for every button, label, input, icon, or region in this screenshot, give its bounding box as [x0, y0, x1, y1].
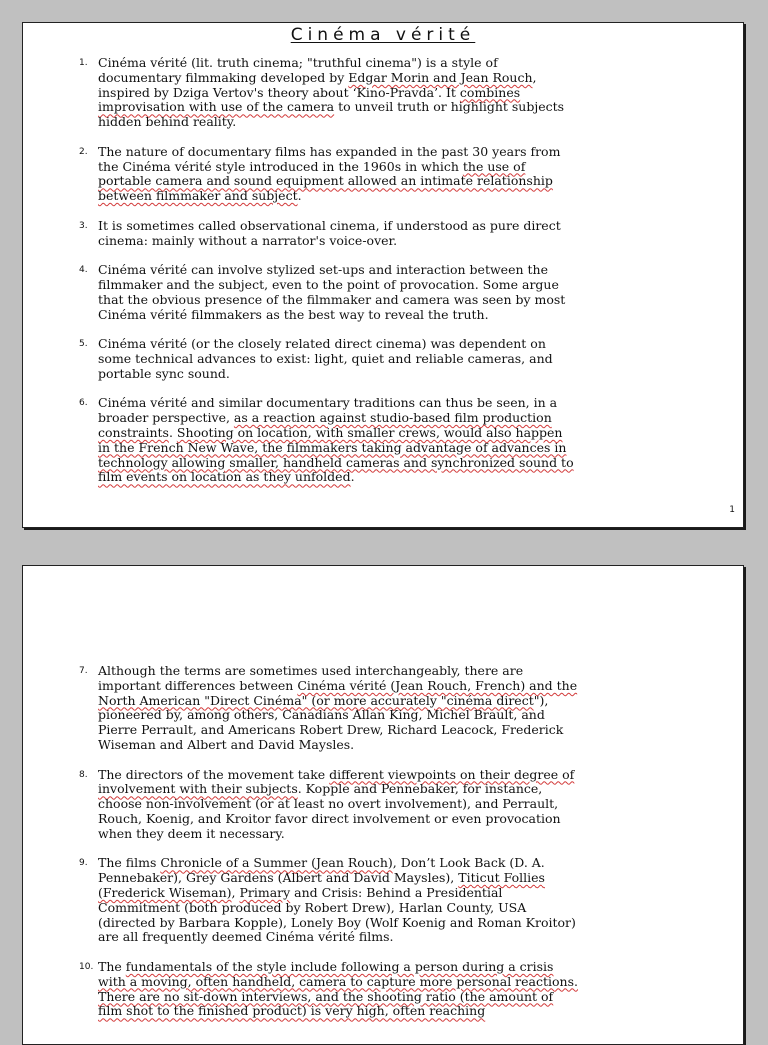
list-item-number: 3. — [79, 220, 88, 231]
list-item-number: 9. — [79, 858, 88, 869]
document-page-1 — [22, 22, 744, 528]
list-item-text: Although the terms are sometimes used interchangeably, there are important differences between — [98, 663, 524, 693]
list-item-number: 1. — [79, 58, 88, 68]
list-item-text: , Don’t Look Back (D. A. Pennebaker), Grey Gardens (Albert and David Maysles), — [98, 855, 545, 886]
spellcheck-underlined-text: Primary — [239, 884, 291, 900]
spellcheck-underlined-text: Edgar Morin and Jean Rouch — [348, 69, 533, 85]
list-item — [79, 336, 578, 381]
list-item-text: Cinéma vérité and similar documentary traditions can thus be seen, in a broader perspective, — [98, 395, 558, 426]
spellcheck-underlined-text: as a reaction against studio-based film production constraints — [98, 410, 552, 440]
list-item-number: 5. — [79, 339, 88, 350]
list-item — [79, 958, 578, 1019]
spellcheck-underlined-text: the use of portable camera and sound equipment allowed an intimate relationship between filmmaker and subject — [98, 158, 553, 204]
spellcheck-underlined-text: Cinéma vérité (Jean Rouch, French) and the North American "Direct Cinéma" (or more accurately "cinéma direct — [98, 677, 578, 708]
list-item — [79, 766, 578, 842]
document-title — [23, 25, 743, 45]
list-item-text: . — [168, 424, 177, 440]
list-item-text: and Crisis: Behind a Presidential Commitment (both produced by Robert Drew), Harlan County, USA (directed by Barbara Kopple), Lonely Boy (Wolf Koenig and Roman Kroitor) are all frequently deemed Cinéma vérité films. — [98, 884, 576, 945]
spellcheck-underlined-text: Chronicle of a Summer (Jean Rouch) — [160, 855, 393, 871]
list-item — [79, 395, 578, 485]
list-item-text: The — [98, 958, 126, 974]
list-item-text: , inspired by Dziga Vertov's theory about ‘Kino-Pravda’. It — [98, 69, 537, 100]
list-item — [79, 262, 578, 322]
page-number: 1 — [729, 505, 735, 515]
list-item-text: Cinéma vérité (or the closely related direct cinema) was dependent on some technical advances to exist: light, quiet and reliable cameras, and portable sync sound. — [98, 336, 553, 381]
list-item-number: 7. — [79, 666, 88, 676]
list-item — [79, 663, 578, 753]
spellcheck-underlined-text: fundamentals of the style include following a person during a crisis with a moving, often handheld, camera to capture more personal reactions. There are no sit-down interviews, and the shooting ratio (the amount of film shot to the finished product) is very high, often reaching — [98, 958, 578, 1019]
spellcheck-underlined-text: combines improvisation with use of the camera — [98, 84, 521, 115]
list-item-text: The films — [98, 855, 161, 871]
list-item-text: It is sometimes called observational cinema, if understood as pure direct cinema: mainly without a narrator's voice-over. — [98, 217, 561, 248]
list-item — [79, 217, 578, 249]
spellcheck-underlined-text: Titicut Follies (Frederick Wiseman) — [98, 870, 545, 900]
list-item-text: The nature of documentary films has expanded in the past 30 years from the Cinéma vérité style introduced in the 1960s in which — [98, 143, 561, 174]
list-item — [79, 855, 578, 945]
list-item-text: "), pioneered by, among others, Canadians Allan King, Michel Brault, and Pierre Perrault, and Americans Robert Drew, Richard Leacock, Frederick Wiseman and Albert and David Maysles. — [98, 692, 564, 752]
list-item-text: , — [231, 884, 240, 900]
spellcheck-underlined-text: different viewpoints on their degree of involvement with their subjects — [98, 766, 575, 797]
document-title-text: Cinéma vérité — [290, 25, 476, 45]
list-item — [79, 143, 578, 204]
list-item-text: . Kopple and Pennebaker, for instance, choose non-involvement (or at least no overt involvement), and Perrault, Rouch, Koenig, and Kroitor favor direct involvement or even provocation when they deem it necessary. — [98, 781, 561, 841]
list-item-text: . — [350, 469, 355, 485]
list-item-number: 6. — [79, 398, 88, 409]
document-page-2 — [22, 565, 744, 1045]
list-item-number: 8. — [79, 769, 88, 780]
spellcheck-underlined-text: Shooting on location, with smaller crews, would also happen in the French New Wave, the filmmakers taking advantage of advances in technology allowing smaller, handheld cameras and synchronized sound to film events on location as they unfolded — [98, 424, 574, 485]
list-item-number: 10. — [79, 961, 94, 972]
list-item-text: Cinéma vérité can involve stylized set-ups and interaction between the filmmaker and the subject, even to the point of provocation. Some argue that the obvious presence of the filmmaker and camera was seen by most Cinéma vérité filmmakers as the best way to reveal the truth. — [98, 262, 566, 322]
list-item-text: . — [297, 188, 302, 204]
list-item-number: 4. — [79, 265, 88, 276]
list-item-number: 2. — [79, 146, 88, 157]
numbered-list-page-2 — [79, 663, 578, 1034]
list-item-text: to unveil truth or highlight subjects hidden behind reality. — [98, 99, 565, 130]
numbered-list-page-1 — [79, 55, 578, 500]
list-item — [79, 55, 578, 130]
list-item-text: Cinéma vérité (lit. truth cinema; "truthful cinema") is a style of documentary filmmaking developed by — [98, 55, 498, 85]
list-item-text: The directors of the movement take — [98, 766, 330, 782]
